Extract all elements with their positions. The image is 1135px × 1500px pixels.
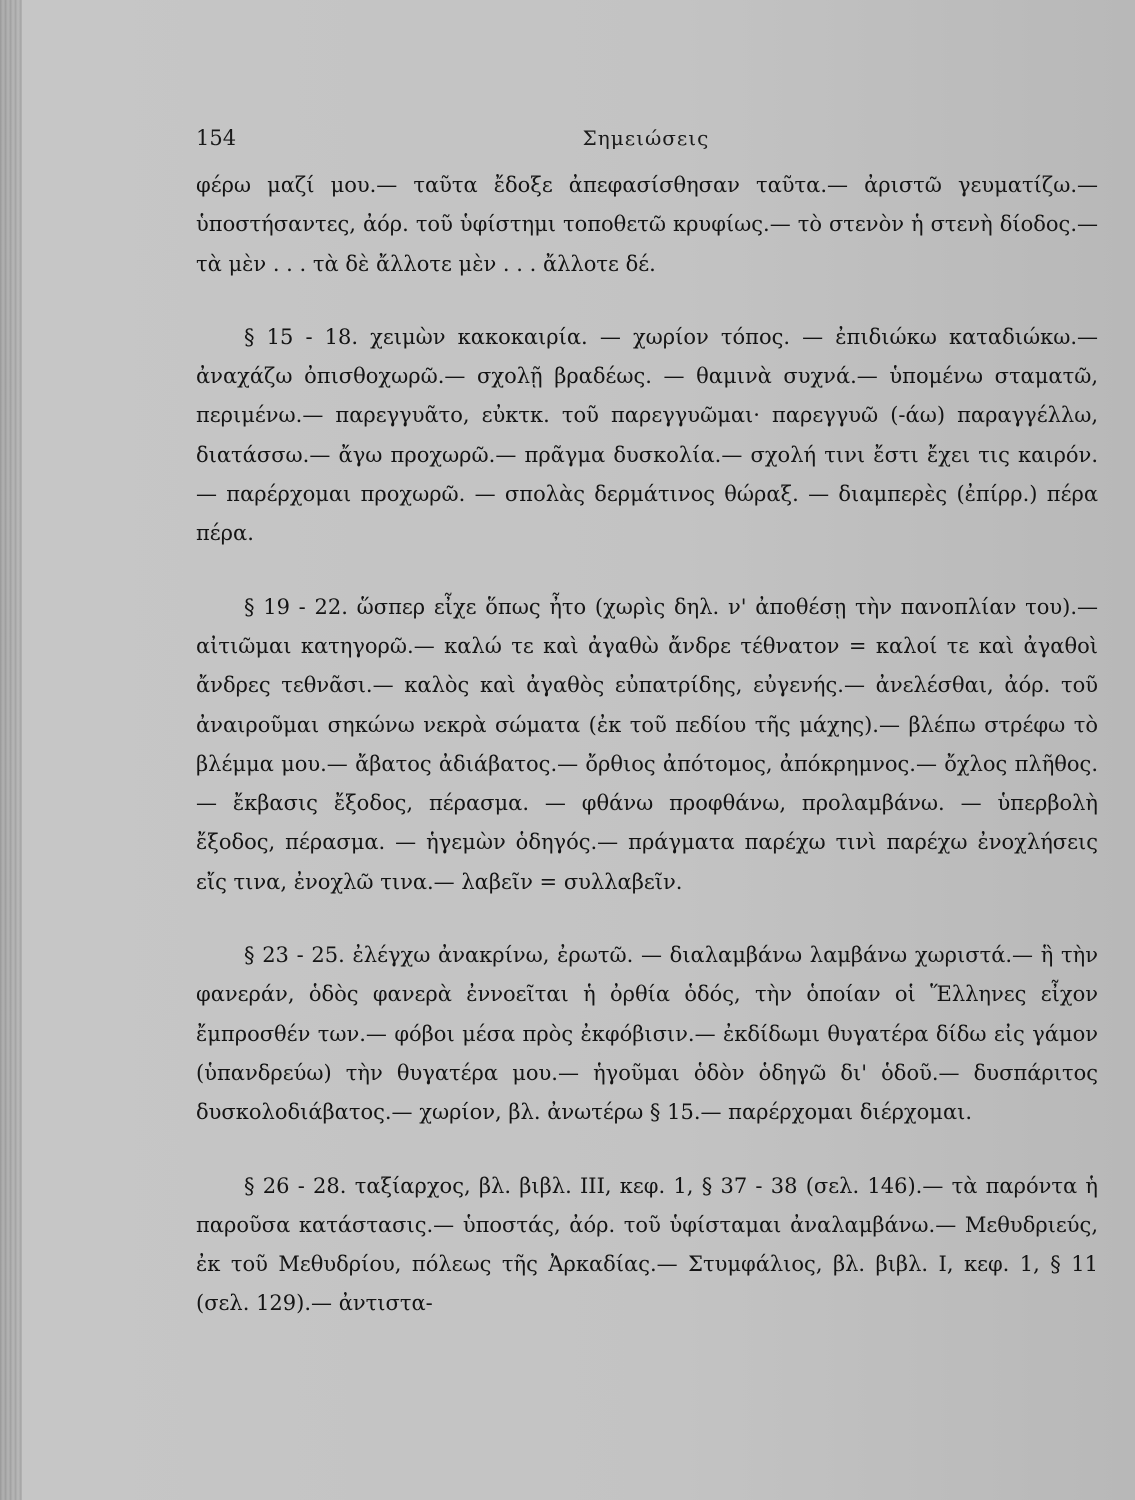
page-number: 154 (196, 126, 237, 150)
paragraph-19-22: § 19 - 22. ὥσπερ εἶχε ὅπως ἦτο (χωρὶς δηλ. ν' ἀποθέσῃ τὴν πανοπλίαν του).— αἰτιῶμαι κατηγορῶ.— καλώ τε καὶ ἀγαθὼ ἄνδρε τέθνατον = καλοί τε καὶ ἀγαθοὶ ἄνδρες τεθνᾶσι.— καλὸς καὶ ἀγαθὸς εὐπατρίδης, εὐγενής.— ἀνελέσθαι, ἀόρ. τοῦ ἀναιροῦμαι σηκώνω νεκρὰ σώματα (ἐκ τοῦ πεδίου τῆς μάχης).— βλέπω στρέφω τὸ βλέμμα μου.— ἄβατος ἀδιάβατος.— ὄρθιος ἀπότομος, ἀπόκρημνος.— ὄχλος πλῆθος. — ἔκβασις ἔξοδος, πέρασμα. — φθάνω προφθάνω, προλαμβάνω. — ὑπερβολὴ ἔξοδος, πέρασμα. — ἡγεμὼν ὁδηγός.— πράγματα παρέχω τινὶ παρέχω ἐνοχλήσεις εἴς τινα, ἐνοχλῶ τινα.— λαβεῖν = συλλαβεῖν. (196, 594, 1098, 894)
paragraph-15-18: § 15 - 18. χειμὼν κακοκαιρία. — χωρίον τόπος. — ἐπιδιώκω καταδιώκω.— ἀναχάζω ὀπισθοχωρῶ.— σχολῇ βραδέως. — θαμινὰ συχνά.— ὑπομένω σταματῶ, περιμένω.— παρεγγυᾶτο, εὐκτκ. τοῦ παρεγγυῶμαι· παρεγγυῶ (-άω) παραγγέλλω, διατάσσω.— ἄγω προχωρῶ.— πρᾶγμα δυσκολία.— σχολή τινι ἔστι ἔχει τις καιρόν.— παρέρχομαι προχωρῶ. — σπολὰς δερμάτινος θώραξ. — διαμπερὲς (ἐπίρρ.) πέρα πέρα. (196, 324, 1098, 546)
page-edge (0, 0, 22, 1500)
running-title: Σημειώσεις (582, 126, 710, 150)
notes-text (196, 166, 1098, 1324)
page-header (196, 126, 1096, 160)
paragraph-1: φέρω μαζί μου.— ταῦτα ἔδοξε ἀπεφασίσθησαν ταῦτα.— ἀριστῶ γευματίζω.— ὑποστήσαντες, ἀόρ. τοῦ ὑφίστημι τοποθετῶ κρυφίως.— τὸ στενὸν ἡ στενὴ δίοδος.— τὰ μὲν . . . τὰ δὲ ἄλλοτε μὲν . . . ἄλλοτε δέ. (196, 173, 1098, 276)
paragraph-23-25: § 23 - 25. ἐλέγχω ἀνακρίνω, ἐρωτῶ. — διαλαμβάνω λαμβάνω χωριστά.— ἣ τὴν φανεράν, ὁδὸς φανερὰ ἐννοεῖται ἡ ὀρθία ὁδός, τὴν ὁποίαν οἱ Ἕλληνες εἶχον ἔμπροσθέν των.— φόβοι μέσα πρὸς ἐκφόβισιν.— ἐκδίδωμι θυγατέρα δίδω εἰς γάμον (ὑπανδρεύω) τὴν θυγατέρα μου.— ἡγοῦμαι ὁδὸν ὁδηγῶ δι' ὁδοῦ.— δυσπάριτος δυσκολοδιάβατος.— χωρίον, βλ. ἀνωτέρω § 15.— παρέρχομαι διέρχομαι. (196, 943, 1098, 1125)
paragraph-26-28: § 26 - 28. ταξίαρχος, βλ. βιβλ. III, κεφ. 1, § 37 - 38 (σελ. 146).— τὰ παρόντα ἡ παροῦσα κατάστασις.— ὑποστάς, ἀόρ. τοῦ ὑφίσταμαι ἀναλαμβάνω.— Μεθυδριεύς, ἐκ τοῦ Μεθυδρίου, πόλεως τῆς Ἀρκαδίας.— Στυμφάλιος, βλ. βιβλ. I, κεφ. 1, § 11 (σελ. 129).— ἀντιστα- (196, 1173, 1098, 1316)
